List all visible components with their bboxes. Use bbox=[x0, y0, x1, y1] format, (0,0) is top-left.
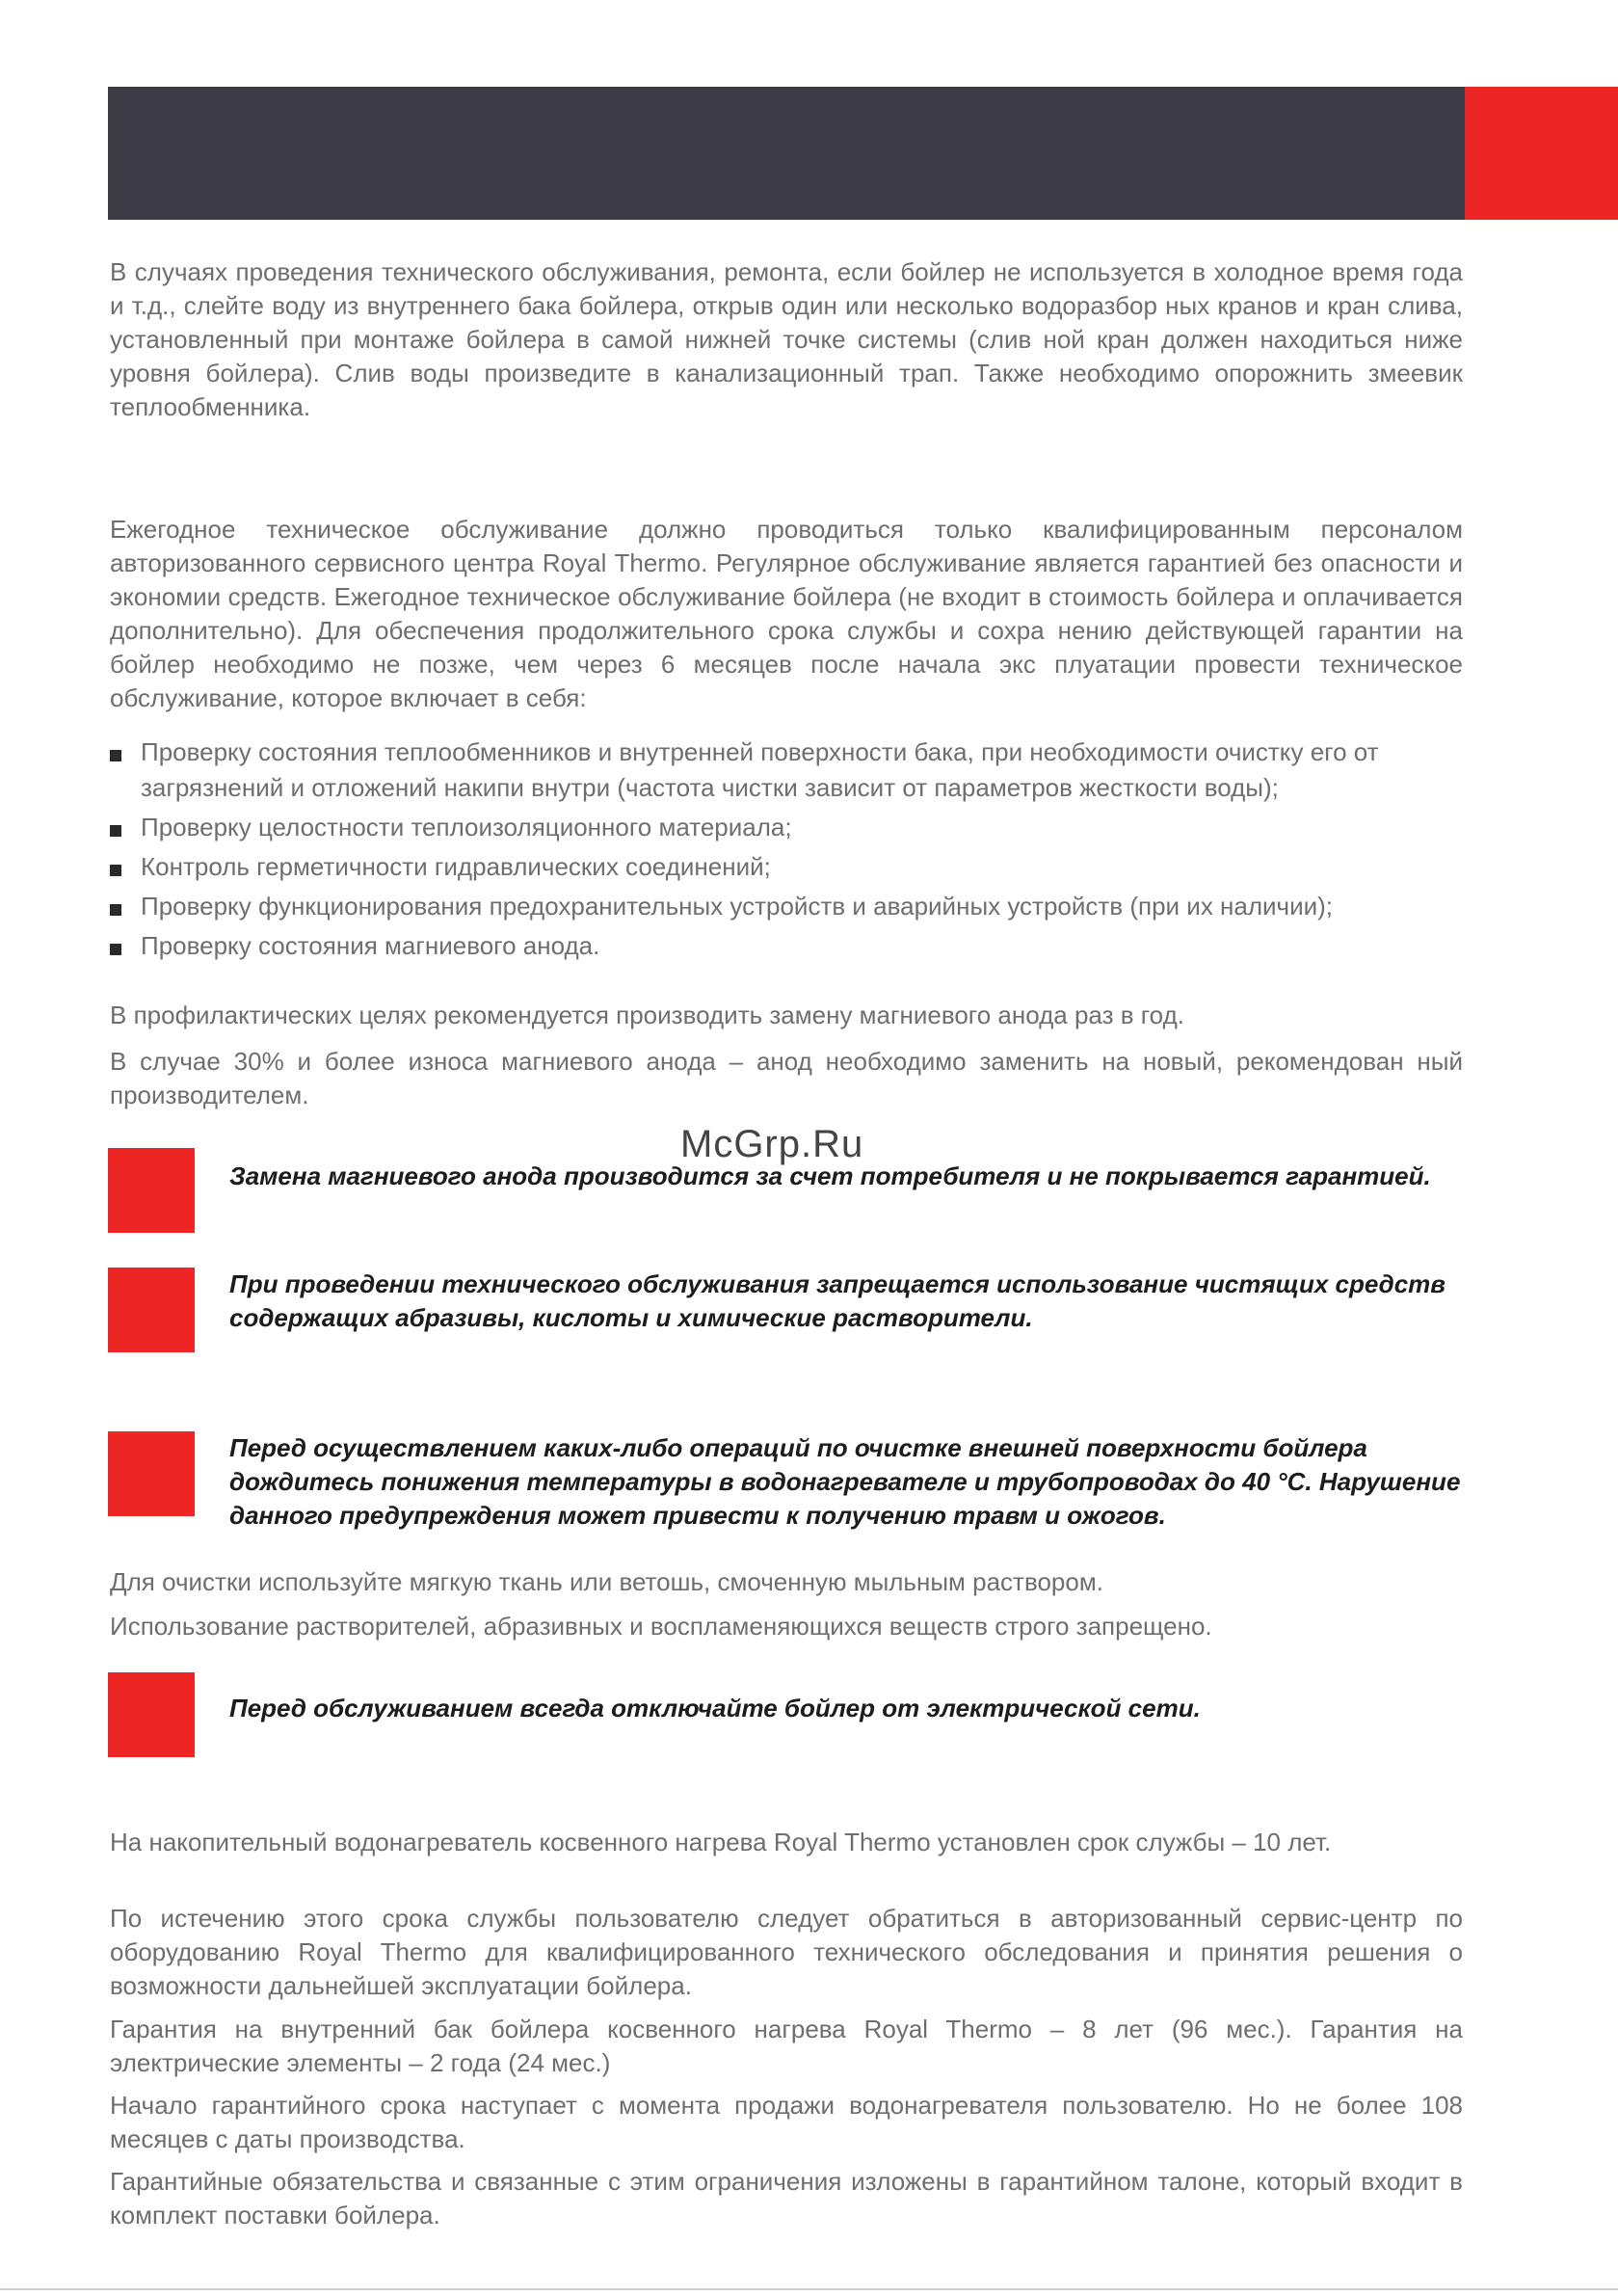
list-item: Проверку состояния теплообменников и внутренней поверхности бака, при необходимости очистку его от загрязнений и отложений накипи внутри (частота чистки зависит от параметров жесткости воды); bbox=[108, 734, 1467, 806]
warning-marker-icon bbox=[108, 1148, 195, 1233]
warning-marker-icon bbox=[108, 1672, 195, 1757]
annual-maintenance-paragraph: Ежегодное техническое обслуживание должно проводиться только квалифицированным персоналом авторизованного сервисного центра Royal Thermo. Регулярное обслуживание является гарантией без опасности и экономии средств. Ежегодное техническое обслуживание бойлера (не входит в стоимость бойлера и оплачивается дополнительно). Для обеспечения продолжительного срока службы и сохра нению действующей гарантии на бойлер необходимо не позже, чем через 6 месяцев после начала экс плуатации провести техническое обслуживание, которое включает в себя: bbox=[110, 515, 1463, 712]
anode-replacement: В случае 30% и более износа магниевого анода – анод необходимо заменить на новый, рекомендован ный производителем. bbox=[110, 1047, 1463, 1109]
cleaning-instruction: Для очистки используйте мягкую ткань или ветошь, смоченную мыльным раствором. bbox=[110, 1567, 1103, 1596]
bullet-square-icon bbox=[110, 944, 121, 955]
cleaning-prohibition: Использование растворителей, абразивных и воспламеняющихся веществ строго запрещено. bbox=[110, 1612, 1212, 1641]
warranty-start-paragraph: Начало гарантийного срока наступает с момента продажи водонагревателя пользователю. Но не более 108 месяцев с даты производства. bbox=[110, 2091, 1463, 2153]
service-life-paragraph: На накопительный водонагреватель косвенного нагрева Royal Thermo установлен срок службы – 10 лет. bbox=[110, 1828, 1332, 1856]
header-accent-block bbox=[1465, 87, 1618, 220]
bullet-square-icon bbox=[110, 750, 121, 761]
warranty-terms-paragraph: Гарантия на внутренний бак бойлера косвенного нагрева Royal Thermo – 8 лет (96 мес.). Гарантия на электрические элементы – 2 года (24 мес.) bbox=[110, 2015, 1463, 2077]
drain-paragraph: В случаях проведения технического обслуживания, ремонта, если бойлер не используется в холодное время года и т.д., слейте воду из внутреннего бака бойлера, открыв один или несколько водоразбор ных кранов и кран слива, установленный при монтаже бойлера в самой нижней точке системы (слив ной кран должен находиться ниже уровня бойлера). Слив воды произведите в канализационный трап. Также необходимо опорожнить змеевик теплообменника. bbox=[110, 257, 1463, 421]
warranty-obligations-paragraph: Гарантийные обязательства и связанные с этим ограничения изложены в гарантийном талоне, который входит в комплект поставки бойлера. bbox=[110, 2167, 1463, 2229]
anode-recommendation: В профилактических целях рекомендуется производить замену магниевого анода раз в год. bbox=[110, 1001, 1184, 1029]
header-bar bbox=[108, 87, 1465, 220]
maintenance-checklist bbox=[108, 734, 1467, 968]
bullet-square-icon bbox=[110, 865, 121, 876]
page-bottom-divider bbox=[0, 2288, 1618, 2290]
bullet-square-icon bbox=[110, 825, 121, 837]
list-item: Проверку целостности теплоизоляционного материала; bbox=[108, 810, 1467, 845]
warning-marker-icon bbox=[108, 1431, 195, 1516]
warning-marker-icon bbox=[108, 1268, 195, 1352]
list-item: Контроль герметичности гидравлических соединений; bbox=[108, 849, 1467, 885]
watermark: McGrp.Ru bbox=[680, 1123, 864, 1165]
service-center-paragraph: По истечению этого срока службы пользователю следует обратиться в авторизованный сервис-центр по оборудованию Royal Thermo для квалифицированного технического обследования и принятия решения о возможности дальнейшей эксплуатации бойлера. bbox=[110, 1904, 1463, 2000]
bullet-square-icon bbox=[110, 904, 121, 916]
list-item: Проверку функционирования предохранительных устройств и аварийных устройств (при их наличии); bbox=[108, 889, 1467, 924]
list-item: Проверку состояния магниевого анода. bbox=[108, 928, 1467, 964]
